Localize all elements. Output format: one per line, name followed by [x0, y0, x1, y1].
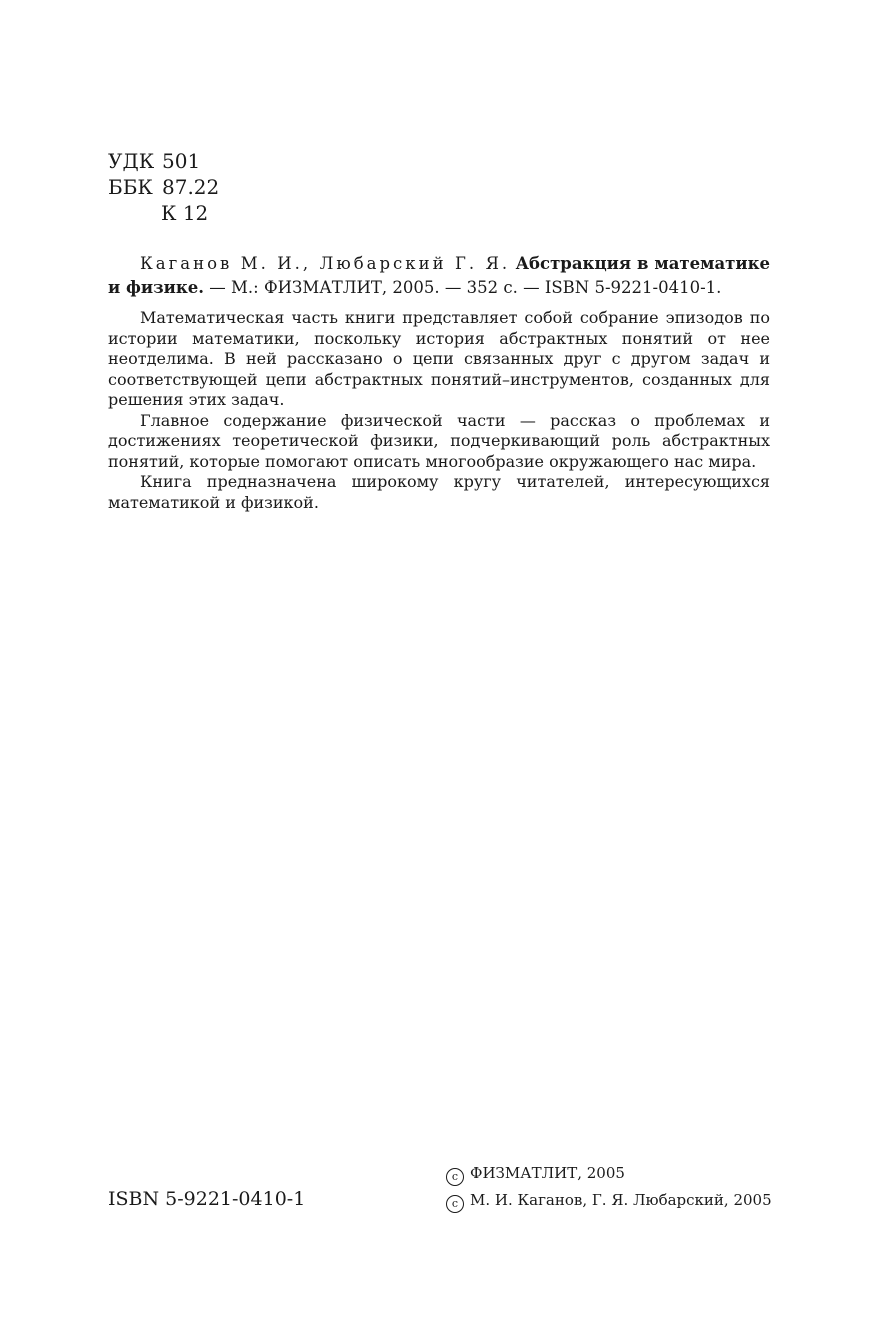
bbk-value: 87.22 — [162, 175, 220, 199]
abstract — [108, 308, 770, 513]
copyright-authors: М. И. Каганов, Г. Я. Любарский, 2005 — [470, 1191, 772, 1209]
copyright-icon: c — [446, 1168, 464, 1186]
record-imprint: — М.: ФИЗМАТЛИТ, 2005. — 352 с. — ISBN 5-9221-0410-1. — [209, 278, 722, 297]
copyright-publisher-line — [446, 1160, 772, 1187]
abstract-paragraph: Математическая часть книги представляет собой собрание эпизодов по истории математики, поскольку история абстрактных понятий от нее неотделима. В ней рассказано о цепи связанных друг с другом задач и соответствующей цепи абстрактных понятий–инструментов, созданных для решения этих задач. — [108, 308, 770, 409]
copyright-block — [446, 1160, 772, 1214]
bbk-label: ББК — [108, 175, 153, 199]
isbn: ISBN 5-9221-0410-1 — [108, 1188, 306, 1210]
udk-value: 501 — [162, 149, 201, 173]
copyright-icon: c — [446, 1195, 464, 1213]
abstract-paragraph: Главное содержание физической части — рассказ о проблемах и достижениях теоретической физики, подчеркивающий роль абстрактных понятий, которые помогают описать многообразие окружающего нас мира. — [108, 410, 770, 471]
copyright-authors-line — [446, 1187, 772, 1214]
udk-row — [108, 148, 219, 174]
record-authors: Каганов М. И., Любарский Г. Я. — [140, 254, 511, 273]
udk-label: УДК — [108, 149, 155, 173]
bibliographic-record — [108, 252, 770, 300]
author-mark: К 12 — [161, 201, 209, 225]
record-title: Абстракция в математике и физике. — [108, 254, 771, 297]
abstract-paragraph: Книга предназначена широкому кругу читателей, интересующихся математикой и физикой. — [108, 472, 770, 512]
bbk-row — [108, 174, 219, 200]
classification-codes — [108, 148, 219, 226]
copyright-publisher: ФИЗМАТЛИТ, 2005 — [470, 1164, 625, 1182]
